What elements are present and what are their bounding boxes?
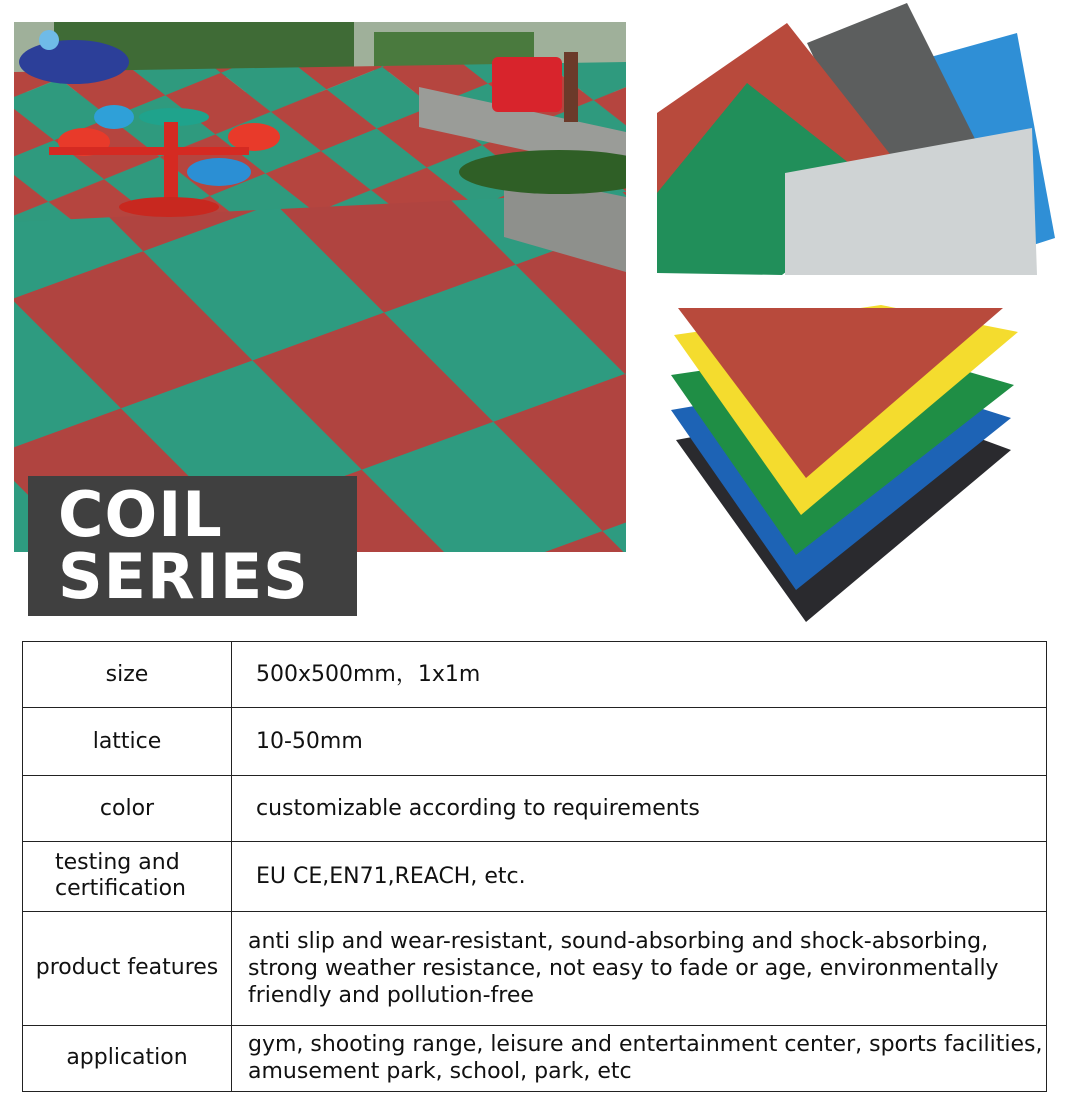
spec-row-size xyxy=(23,642,1047,708)
layered-mats-photo xyxy=(666,300,1026,626)
spec-value: 10-50mm xyxy=(232,708,1047,776)
spec-label: application xyxy=(23,1025,232,1091)
series-title-line1: COIL xyxy=(58,478,223,551)
spec-value: gym, shooting range, leisure and entertainment center, sports facilities, amusement park, school, park, etc xyxy=(232,1025,1047,1091)
spec-table xyxy=(22,641,1047,1092)
spec-label: color xyxy=(23,776,232,842)
spec-row-application xyxy=(23,1025,1047,1091)
spec-row-color xyxy=(23,776,1047,842)
spec-row-certification xyxy=(23,842,1047,911)
spec-value: customizable according to requirements xyxy=(232,776,1047,842)
spec-row-features xyxy=(23,911,1047,1025)
spec-label: testing and certification xyxy=(23,842,232,911)
series-title-line2: SERIES xyxy=(58,540,309,613)
flat-mats-photo xyxy=(657,3,1055,275)
spec-row-lattice xyxy=(23,708,1047,776)
series-title-banner xyxy=(28,476,357,616)
spec-label: size xyxy=(23,642,232,708)
spec-value: anti slip and wear-resistant, sound-absorbing and shock-absorbing, strong weather resistance, not easy to fade or age, environmentally friendly and pollution-free xyxy=(232,911,1047,1025)
spec-value: 500x500mm，1x1m xyxy=(232,642,1047,708)
playground-photo xyxy=(14,22,626,552)
spec-value: EU CE,EN71,REACH, etc. xyxy=(232,842,1047,911)
spec-label: product features xyxy=(23,911,232,1025)
spec-label: lattice xyxy=(23,708,232,776)
